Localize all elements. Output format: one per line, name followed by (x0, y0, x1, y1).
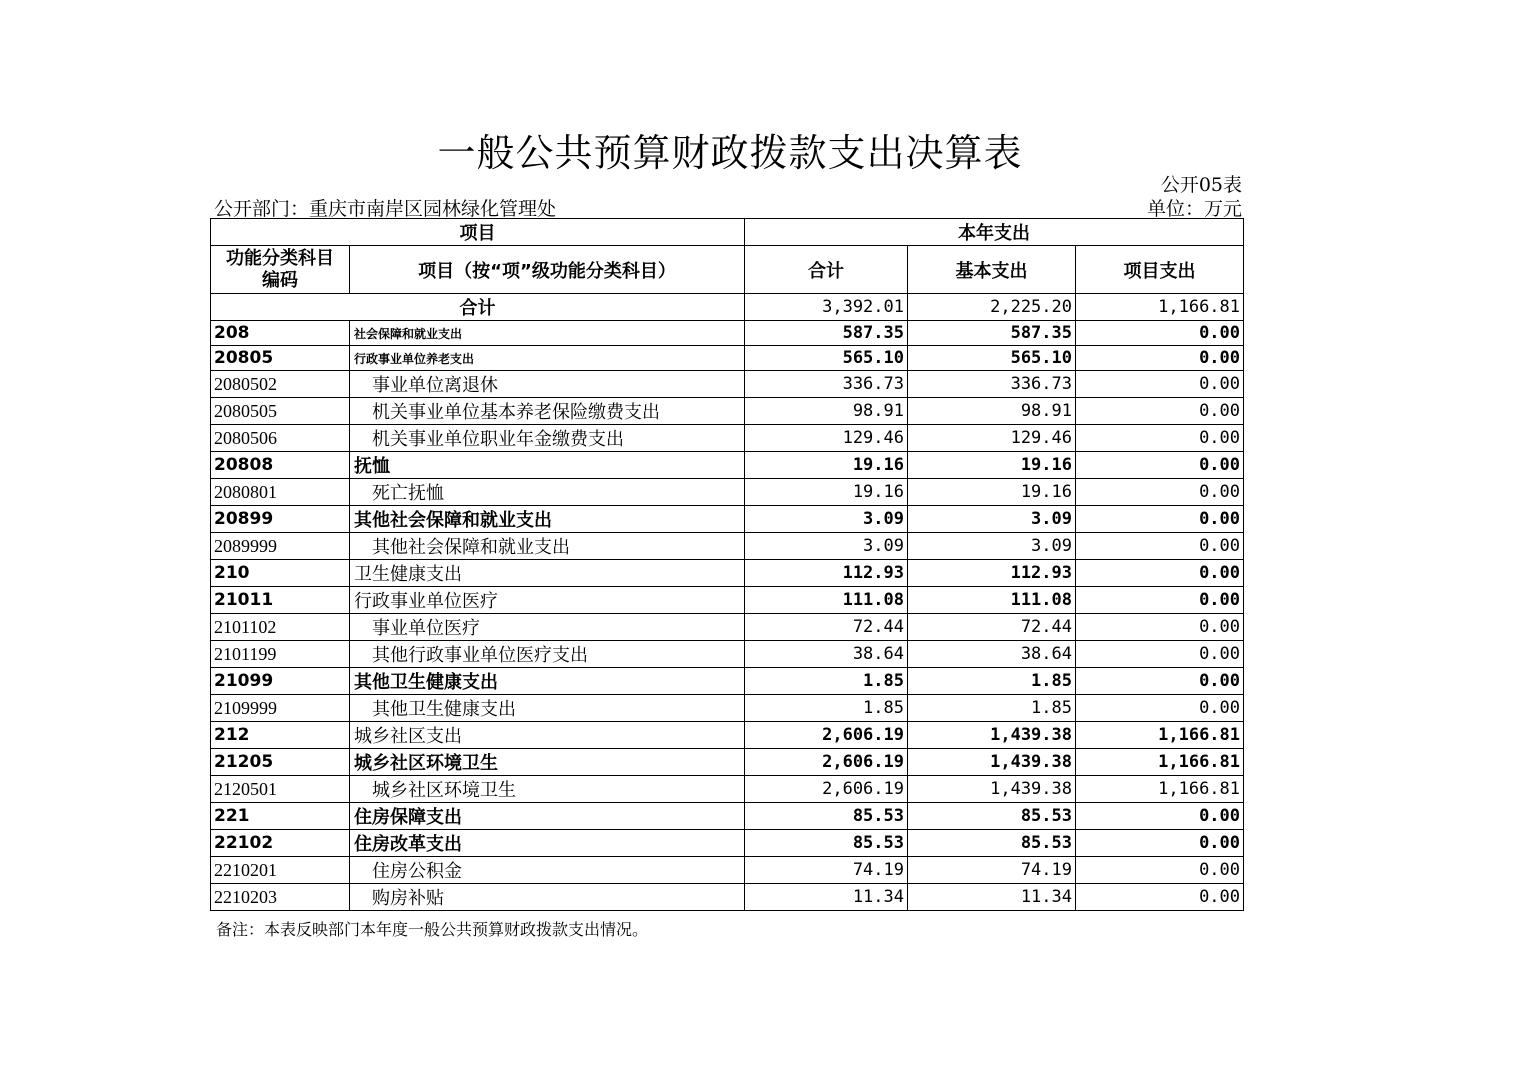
row-basic: 1,439.38 (908, 776, 1076, 803)
row-name: 卫生健康支出 (350, 560, 745, 587)
row-total: 19.16 (745, 452, 908, 479)
total-row (211, 294, 1244, 321)
row-project: 1,166.81 (1076, 722, 1244, 749)
header-code: 功能分类科目编码 (211, 246, 350, 294)
row-name: 其他社会保障和就业支出 (350, 506, 745, 533)
row-name: 其他行政事业单位医疗支出 (350, 641, 745, 668)
row-name: 城乡社区支出 (350, 722, 745, 749)
table-row (211, 884, 1244, 911)
row-name: 机关事业单位职业年金缴费支出 (350, 425, 745, 452)
total-label: 合计 (211, 294, 745, 321)
row-basic: 19.16 (908, 479, 1076, 506)
table-row (211, 506, 1244, 533)
row-project: 0.00 (1076, 560, 1244, 587)
row-project: 0.00 (1076, 425, 1244, 452)
row-basic: 19.16 (908, 452, 1076, 479)
table-row (211, 479, 1244, 506)
row-basic: 72.44 (908, 614, 1076, 641)
row-basic: 98.91 (908, 398, 1076, 425)
row-total: 98.91 (745, 398, 908, 425)
total-project: 1,166.81 (1076, 294, 1244, 321)
row-basic: 565.10 (908, 346, 1076, 371)
row-basic: 111.08 (908, 587, 1076, 614)
row-total: 85.53 (745, 803, 908, 830)
row-project: 1,166.81 (1076, 749, 1244, 776)
row-name: 其他社会保障和就业支出 (350, 533, 745, 560)
row-name: 住房改革支出 (350, 830, 745, 857)
row-basic: 336.73 (908, 371, 1076, 398)
row-basic: 3.09 (908, 506, 1076, 533)
table-row (211, 321, 1244, 346)
page-title: 一般公共预算财政拨款支出决算表 (437, 131, 1023, 175)
row-basic: 38.64 (908, 641, 1076, 668)
row-code: 2080505 (211, 398, 350, 425)
row-name: 社会保障和就业支出 (350, 321, 745, 346)
row-total: 2,606.19 (745, 749, 908, 776)
row-basic: 74.19 (908, 857, 1076, 884)
table-row (211, 398, 1244, 425)
row-code: 2080801 (211, 479, 350, 506)
row-total: 336.73 (745, 371, 908, 398)
row-name: 住房保障支出 (350, 803, 745, 830)
row-code: 20899 (211, 506, 350, 533)
row-basic: 85.53 (908, 830, 1076, 857)
table-row (211, 749, 1244, 776)
row-basic: 11.34 (908, 884, 1076, 911)
row-code: 20805 (211, 346, 350, 371)
row-name: 事业单位离退休 (350, 371, 745, 398)
row-code: 208 (211, 321, 350, 346)
table-row (211, 857, 1244, 884)
table-row (211, 425, 1244, 452)
row-code: 2101102 (211, 614, 350, 641)
table-row (211, 533, 1244, 560)
expenditure-table (210, 218, 1244, 911)
row-total: 74.19 (745, 857, 908, 884)
row-code: 210 (211, 560, 350, 587)
header-year-group: 本年支出 (745, 219, 1244, 246)
row-basic: 1,439.38 (908, 749, 1076, 776)
table-row (211, 776, 1244, 803)
row-name: 购房补贴 (350, 884, 745, 911)
row-code: 2109999 (211, 695, 350, 722)
row-code: 21011 (211, 587, 350, 614)
row-project: 0.00 (1076, 371, 1244, 398)
row-code: 22102 (211, 830, 350, 857)
row-code: 21099 (211, 668, 350, 695)
row-project: 0.00 (1076, 857, 1244, 884)
table-row (211, 614, 1244, 641)
row-code: 2210203 (211, 884, 350, 911)
row-name: 抚恤 (350, 452, 745, 479)
total-basic: 2,225.20 (908, 294, 1076, 321)
row-basic: 85.53 (908, 803, 1076, 830)
row-code: 221 (211, 803, 350, 830)
header-project: 项目支出 (1076, 246, 1244, 294)
table-row (211, 695, 1244, 722)
table-row (211, 830, 1244, 857)
table-number: 公开05表 (1160, 174, 1242, 196)
row-code: 2210201 (211, 857, 350, 884)
row-name: 城乡社区环境卫生 (350, 776, 745, 803)
row-project: 0.00 (1076, 506, 1244, 533)
row-total: 129.46 (745, 425, 908, 452)
row-total: 112.93 (745, 560, 908, 587)
row-total: 2,606.19 (745, 722, 908, 749)
unit-label: 单位：万元 (1146, 198, 1242, 220)
row-project: 0.00 (1076, 533, 1244, 560)
row-project: 0.00 (1076, 398, 1244, 425)
row-total: 565.10 (745, 346, 908, 371)
row-project: 0.00 (1076, 641, 1244, 668)
row-project: 0.00 (1076, 830, 1244, 857)
row-basic: 3.09 (908, 533, 1076, 560)
row-code: 2089999 (211, 533, 350, 560)
row-total: 85.53 (745, 830, 908, 857)
row-basic: 1,439.38 (908, 722, 1076, 749)
department-label: 公开部门：重庆市南岸区园林绿化管理处 (214, 198, 557, 220)
row-name: 行政事业单位医疗 (350, 587, 745, 614)
table-row (211, 452, 1244, 479)
table-row (211, 346, 1244, 371)
row-code: 2120501 (211, 776, 350, 803)
row-total: 1.85 (745, 695, 908, 722)
row-project: 0.00 (1076, 884, 1244, 911)
row-total: 111.08 (745, 587, 908, 614)
row-basic: 587.35 (908, 321, 1076, 346)
table-row (211, 560, 1244, 587)
row-project: 0.00 (1076, 452, 1244, 479)
row-total: 3.09 (745, 506, 908, 533)
table-row (211, 371, 1244, 398)
total-amount: 3,392.01 (745, 294, 908, 321)
row-code: 2101199 (211, 641, 350, 668)
row-project: 1,166.81 (1076, 776, 1244, 803)
row-name: 死亡抚恤 (350, 479, 745, 506)
header-name: 项目（按“项”级功能分类科目） (350, 246, 745, 294)
table-row (211, 803, 1244, 830)
row-project: 0.00 (1076, 321, 1244, 346)
row-name: 城乡社区环境卫生 (350, 749, 745, 776)
row-project: 0.00 (1076, 587, 1244, 614)
row-total: 19.16 (745, 479, 908, 506)
row-project: 0.00 (1076, 803, 1244, 830)
row-name: 其他卫生健康支出 (350, 695, 745, 722)
footnote: 备注：本表反映部门本年度一般公共预算财政拨款支出情况。 (216, 920, 649, 939)
table-row (211, 722, 1244, 749)
row-name: 住房公积金 (350, 857, 745, 884)
row-name: 事业单位医疗 (350, 614, 745, 641)
row-total: 587.35 (745, 321, 908, 346)
row-code: 20808 (211, 452, 350, 479)
table-row (211, 641, 1244, 668)
row-basic: 1.85 (908, 695, 1076, 722)
row-basic: 129.46 (908, 425, 1076, 452)
row-project: 0.00 (1076, 668, 1244, 695)
row-name: 行政事业单位养老支出 (350, 346, 745, 371)
header-basic: 基本支出 (908, 246, 1076, 294)
row-project: 0.00 (1076, 695, 1244, 722)
header-item-group: 项目 (211, 219, 745, 246)
row-basic: 112.93 (908, 560, 1076, 587)
row-code: 2080502 (211, 371, 350, 398)
row-total: 72.44 (745, 614, 908, 641)
table-row (211, 668, 1244, 695)
row-basic: 1.85 (908, 668, 1076, 695)
row-total: 11.34 (745, 884, 908, 911)
row-name: 机关事业单位基本养老保险缴费支出 (350, 398, 745, 425)
table-row (211, 587, 1244, 614)
row-name: 其他卫生健康支出 (350, 668, 745, 695)
header-total: 合计 (745, 246, 908, 294)
row-total: 38.64 (745, 641, 908, 668)
row-total: 1.85 (745, 668, 908, 695)
row-project: 0.00 (1076, 346, 1244, 371)
row-code: 21205 (211, 749, 350, 776)
row-code: 212 (211, 722, 350, 749)
row-project: 0.00 (1076, 614, 1244, 641)
row-total: 3.09 (745, 533, 908, 560)
row-project: 0.00 (1076, 479, 1244, 506)
row-code: 2080506 (211, 425, 350, 452)
row-total: 2,606.19 (745, 776, 908, 803)
